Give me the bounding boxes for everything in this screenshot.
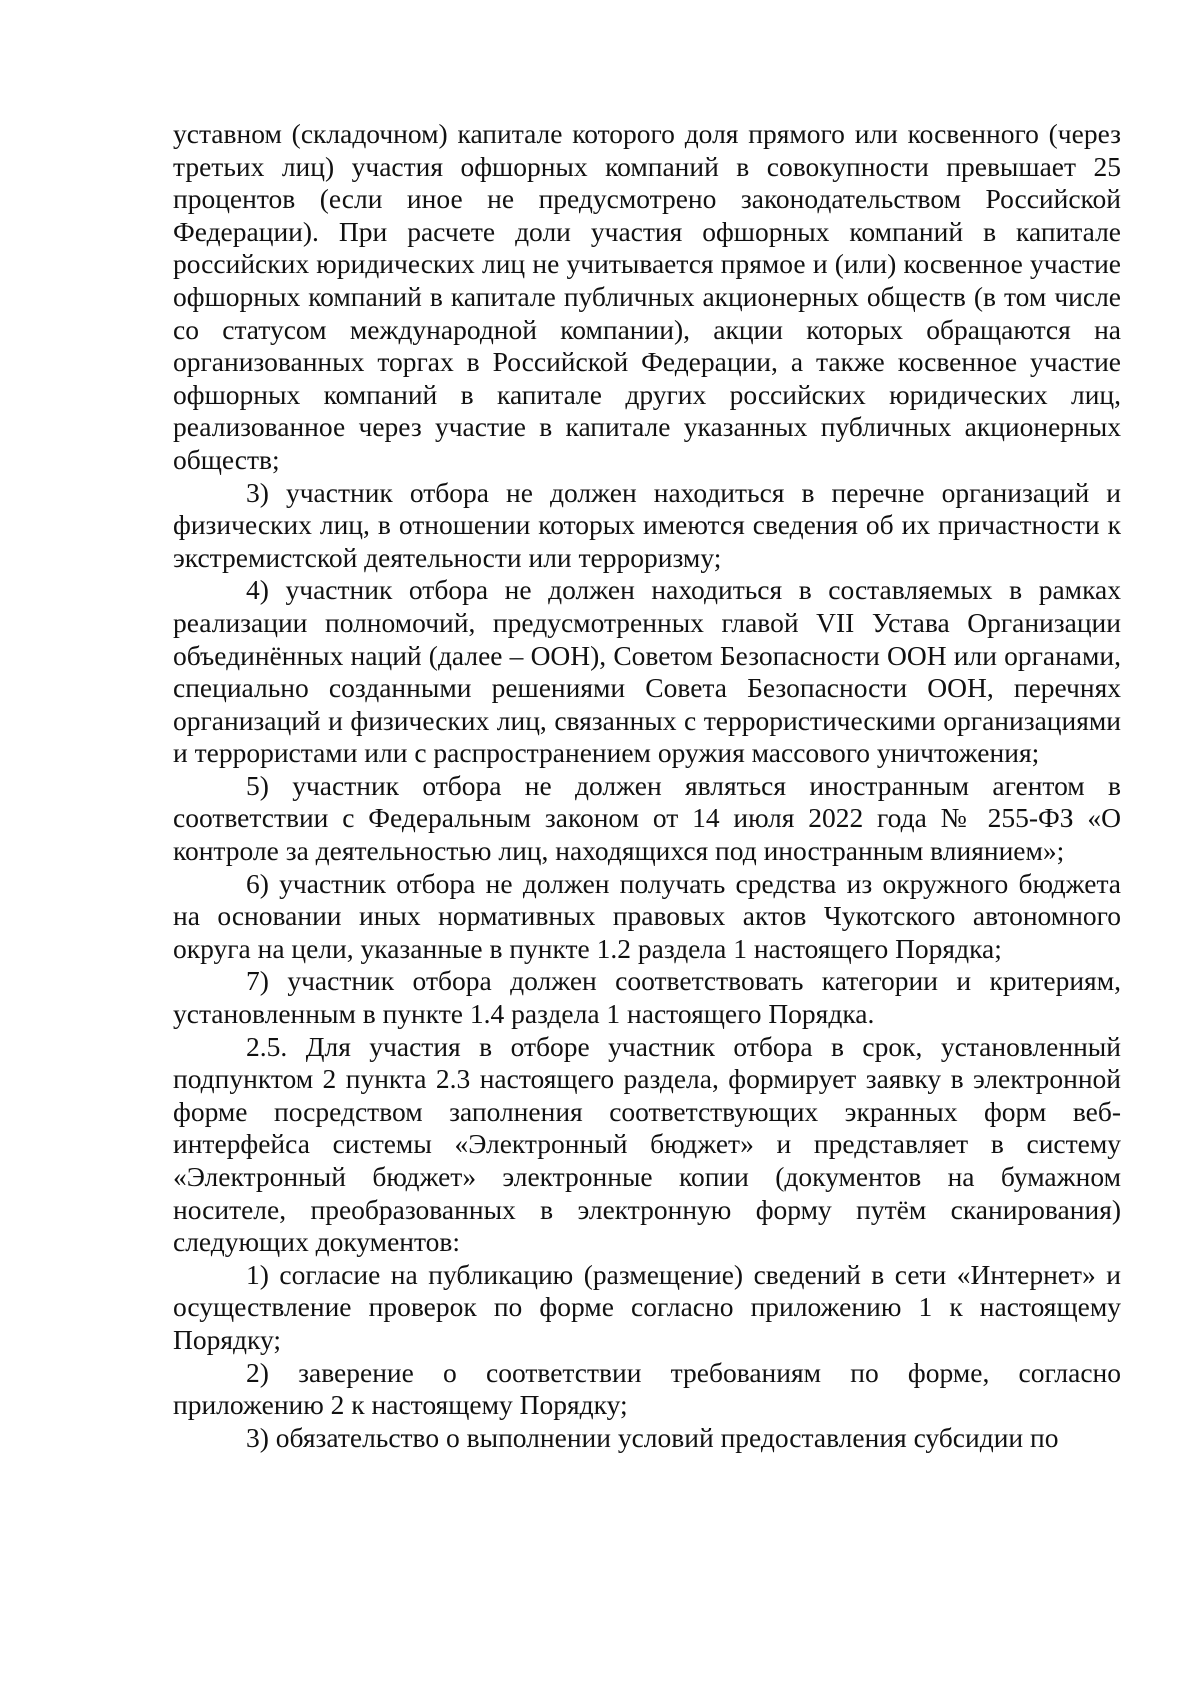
paragraph-doc-1-consent: 1) согласие на публикацию (размещение) сведений в сети «Интернет» и осуществление проверок по форме согласно приложению 1 к настоящему Порядку; bbox=[173, 1258, 1121, 1355]
paragraph-doc-3-obligation: 3) обязательство о выполнении условий предоставления субсидии по bbox=[246, 1421, 1059, 1453]
paragraph-item-7-criteria: 7) участник отбора должен соответствовать категории и критериям, установленным в пункте 1.4 раздела 1 настоящего Порядка. bbox=[173, 965, 1121, 1030]
paragraph-item-5-foreign-agent: 5) участник отбора не должен являться иностранным агентом в соответствии с Федеральным законом от 14 июля 2022 года № 255-ФЗ «О контроле за деятельностью лиц, находящихся под иностранным влиянием»; bbox=[173, 769, 1121, 867]
paragraph-item-4-un-lists: 4) участник отбора не должен находиться в составляемых в рамках реализации полномочий, предусмотренных главой VII Устава Организации объединённых наций (далее – ООН), Советом Безопасности ООН или органами, специально созданными решениями Совета Безопасности ООН, перечнях организаций и физических лиц, связанных с террористическими организациями и террористами или с распространением оружия массового уничтожения; bbox=[173, 574, 1121, 769]
document-body bbox=[173, 118, 1121, 1454]
paragraph-section-2-5: 2.5. Для участия в отборе участник отбора в срок, установленный подпунктом 2 пункта 2.3 настоящего раздела, формирует заявку в электронной форме посредством заполнения соответствующих экранных форм веб-интерфейса системы «Электронный бюджет» и представляет в систему «Электронный бюджет» электронные копии (документов на бумажном носителе, преобразованных в электронную форму путём сканирования) следующих документов: bbox=[173, 1030, 1121, 1258]
paragraph-item-3-extremism: 3) участник отбора не должен находиться в перечне организаций и физических лиц, в отношении которых имеются сведения об их причастности к экстремистской деятельности или терроризму; bbox=[173, 476, 1121, 573]
paragraph-item-6-budget-funds: 6) участник отбора не должен получать средства из окружного бюджета на основании иных нормативных правовых актов Чукотского автономного округа на цели, указанные в пункте 1.2 раздела 1 настоящего Порядка; bbox=[173, 867, 1121, 964]
paragraph-offshore-participation: уставном (складочном) капитале которого доля прямого или косвенного (через третьих лиц) участия офшорных компаний в совокупности превышает 25 процентов (если иное не предусмотрено законодательством Российской Федерации). При расчете доли участия офшорных компаний в капитале российских юридических лиц не учитывается прямое и (или) косвенное участие офшорных компаний в капитале публичных акционерных обществ (в том числе со статусом международной компании), акции которых обращаются на организованных торгах в Российской Федерации, а также косвенное участие офшорных компаний в капитале других российских юридических лиц, реализованное через участие в капитале указанных публичных акционерных обществ; bbox=[173, 118, 1121, 475]
paragraph-doc-2-assurance: 2) заверение о соответствии требованиям по форме, согласно приложению 2 к настоящему Порядку; bbox=[173, 1356, 1121, 1421]
